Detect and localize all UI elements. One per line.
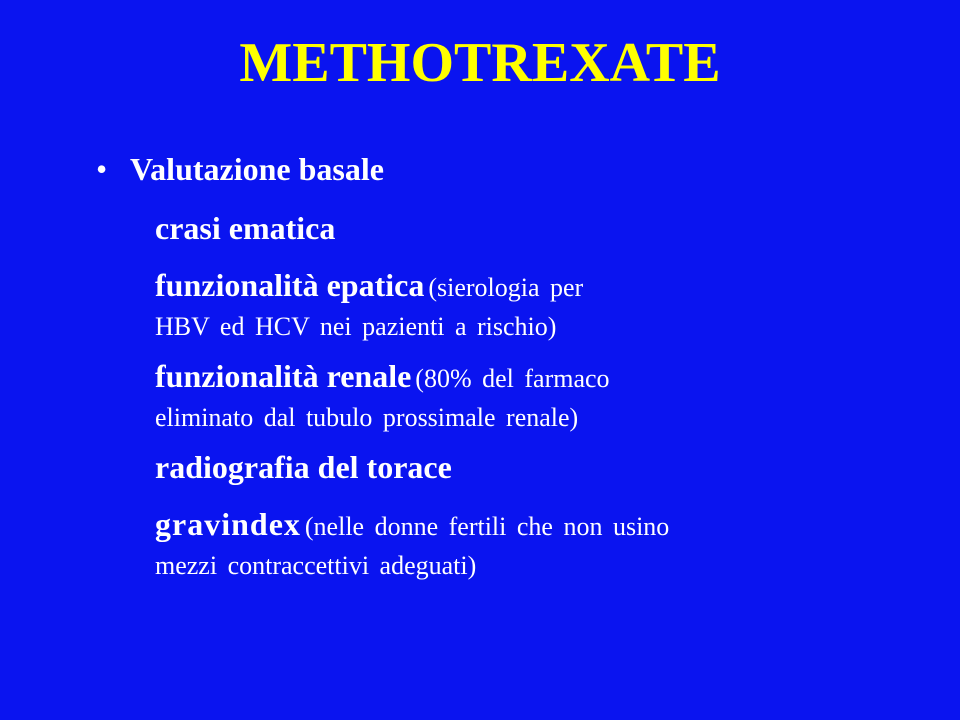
item-lead: crasi ematica [155, 210, 336, 246]
list-item [155, 267, 875, 344]
bullet-heading: Valutazione basale [130, 151, 384, 187]
item-note: (80% del farmaco [415, 364, 610, 393]
item-note-continued: mezzi contraccettivi adeguati) [155, 551, 477, 580]
bullet-heading-row [96, 147, 384, 191]
list-item [155, 210, 875, 253]
item-note: (sierologia per [428, 273, 584, 302]
item-note-continued: eliminato dal tubulo prossimale renale) [155, 403, 579, 432]
list-item [155, 506, 875, 583]
item-lead: radiografia del torace [155, 449, 452, 485]
item-lead: gravindex [155, 506, 301, 542]
item-note-continued: HBV ed HCV nei pazienti a rischio) [155, 312, 557, 341]
item-lead: funzionalità epatica [155, 267, 425, 303]
bullet-icon: • [96, 151, 108, 187]
item-lead: funzionalità renale [155, 358, 412, 394]
list-item [155, 449, 875, 492]
list-item [155, 358, 875, 435]
item-note: (nelle donne fertili che non usino [304, 512, 670, 541]
sub-items-list [155, 210, 875, 597]
slide-title: METHOTREXATE [239, 32, 721, 94]
